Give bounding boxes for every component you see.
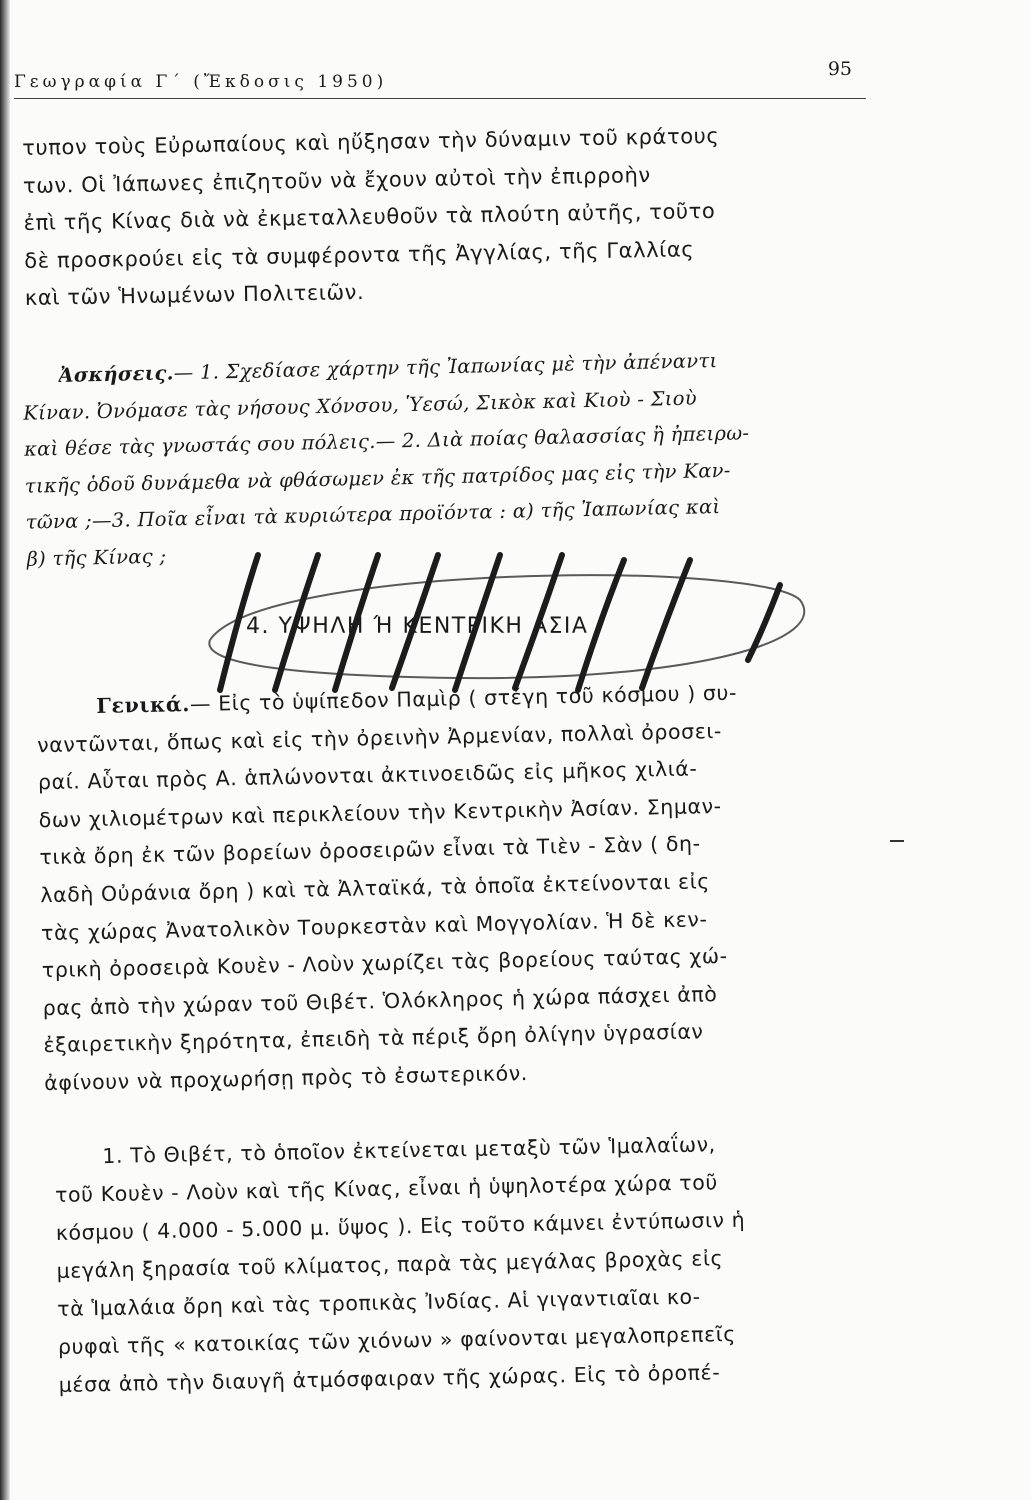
text-line: μεγάλη ξηρασία τοῦ κλίματος, παρὰ τὰς μεγάλας βροχὰς εἰς (56, 1246, 724, 1283)
text-line: ἐπὶ τῆς Κίνας διὰ νὰ ἐκμεταλλευθοῦν τὰ πλούτη αὐτῆς, τοῦτο (23, 198, 716, 235)
pen-stroke (642, 560, 690, 688)
exercise-line: β) τῆς Κίνας ; (26, 544, 167, 571)
exercise-line: τικῆς ὁδοῦ δυνάμεθα νὰ φθάσωμεν ἐκ τῆς πατρίδος μας εἰς τὴν Καν- (24, 458, 731, 498)
text-line: 1. Τὸ Θιβέτ, τὸ ὁποῖον ἐκτείνεται μεταξὺ τῶν Ἱμαλαΐων, (102, 1132, 716, 1169)
scan-shadow-edge (0, 0, 10, 1500)
text-line: μέσα ἀπὸ τὴν διαυγῆ ἀτμόσφαιραν τῆς χώρας. Εἰς τὸ ὀροπέ- (58, 1360, 721, 1397)
tibet-paragraph (54, 1122, 899, 1404)
intro-paragraph (22, 115, 865, 317)
text-line: τρικὴ ὀροσειρὰ Κουὲν - Λοὺν χωρίζει τὰς βορείους ταύτας χώ- (41, 943, 728, 983)
text-line: ἀφίνουν νὰ προχωρήσῃ πρὸς τὸ ἐσωτερικόν. (44, 1060, 529, 1096)
text-line: τυπον τοὺς Εὐρωπαίους καὶ ηὔξησαν τὴν δύναμιν τοῦ κράτους (22, 123, 720, 160)
text-line: ἐξαιρετικὴν ξηρότητα, ἐπειδὴ τὰ πέριξ ὄρη ὀλίγην ὑγρασίαν (43, 1019, 704, 1058)
text-line: κόσμου ( 4.000 - 5.000 μ. ὕψος ). Εἰς τοῦτο κάμνει ἐντύπωσιν ἡ (55, 1207, 746, 1245)
text-line: των. Οἱ Ἰάπωνες ἐπιζητοῦν νὰ ἔχουν αὐτοὶ τὴν ἐπιρροὴν (22, 162, 651, 198)
page-number: 95 (827, 58, 852, 80)
text-line: ραί. Αὗται πρὸς Α. ἁπλώνονται ἀκτινοειδῶς εἰς μῆκος χιλιά- (37, 756, 698, 795)
text-line: δὲ προσκρούει εἰς τὰ συμφέροντα τῆς Ἀγγλίας, τῆς Γαλλίας (24, 236, 695, 273)
running-title: Γεωγραφία Γ΄ (Ἔκδοσις 1950) (14, 72, 388, 92)
section-heading: 4. ΥΨΗΛΗ Ή ΚΕΝΤΡΙΚΗ ΑΣΙΑ (246, 614, 589, 639)
text-line: δων χιλιομέτρων καὶ περικλείουν τὴν Κεντρικὴν Ἀσίαν. Σημαν- (38, 793, 722, 833)
general-lead: Γενικά. (96, 692, 191, 718)
exercise-line: τῶνα ;—3. Ποῖα εἶναι τὰ κυριώτερα προϊόντα : α) τῆς Ἰαπωνίας καὶ (25, 495, 721, 534)
exercise-text: — 1. Σχεδίασε χάρτην τῆς Ἰαπωνίας μὲ τὴν ἀπέναντι (173, 349, 718, 385)
text-line: ναντῶνται, ὅπως καὶ εἰς τὴν ὀρεινὴν Ἀρμενίαν, πολλαὶ ὀροσει- (36, 718, 723, 757)
exercises-paragraph (22, 340, 873, 577)
text-line: τὰ Ἱμαλάια ὄρη καὶ τὰς τροπικὰς Ἰνδίας. Αἱ γιγαντιαῖαι κο- (57, 1284, 701, 1321)
text-line: ρας ἀπὸ τὴν χώραν τοῦ Θιβέτ. Ὁλόκληρος ἡ χώρα πάσχει ἀπὸ (42, 981, 718, 1020)
exercise-line: καὶ θέσε τὰς γνωστάς σου πόλεις.— 2. Διὰ ποίας θαλασσίας ἢ ἠπειρω- (23, 421, 750, 461)
text-line: λαδὴ Οὐράνια ὄρη ) καὶ τὰ Ἀλταϊκά, τὰ ὁποῖα ἐκτείνονται εἰς (40, 869, 711, 908)
stray-mark (890, 840, 904, 842)
text-line: καὶ τῶν Ἡνωμένων Πολιτειῶν. (24, 280, 365, 310)
general-paragraph (36, 672, 884, 1102)
pen-stroke (748, 585, 780, 660)
text-line: τικὰ ὄρη ἐκ τῶν βορείων ὀροσειρῶν εἶναι τὰ Τιὲν - Σὰν ( δη- (39, 831, 701, 870)
text-line: τοῦ Κουὲν - Λοὺν καὶ τῆς Κίνας, εἶναι ἡ ὑψηλοτέρα χώρα τοῦ (54, 1170, 719, 1207)
text-line: ρυφαὶ τῆς « κατοικίας τῶν χιόνων » φαίνονται μεγαλοπρεπεῖς (57, 1321, 737, 1359)
text-line: τὰς χώρας Ἀνατολικὸν Τουρκεστὰν καὶ Μογγολίαν. Ἡ δὲ κεν- (40, 906, 708, 945)
exercise-line: Κίναν. Ὀνόμασε τὰς νήσους Χόνσου, Ὑεσώ, Σικὸκ καὶ Κιοὺ - Σιοὺ (22, 386, 698, 425)
page-header (14, 58, 866, 99)
exercises-heading: Ἀσκήσεις. (58, 361, 174, 387)
general-first-line: — Εἰς τὸ ὑψίπεδον Παμὶρ ( στέγη τοῦ κόσμου ) συ- (189, 680, 738, 717)
